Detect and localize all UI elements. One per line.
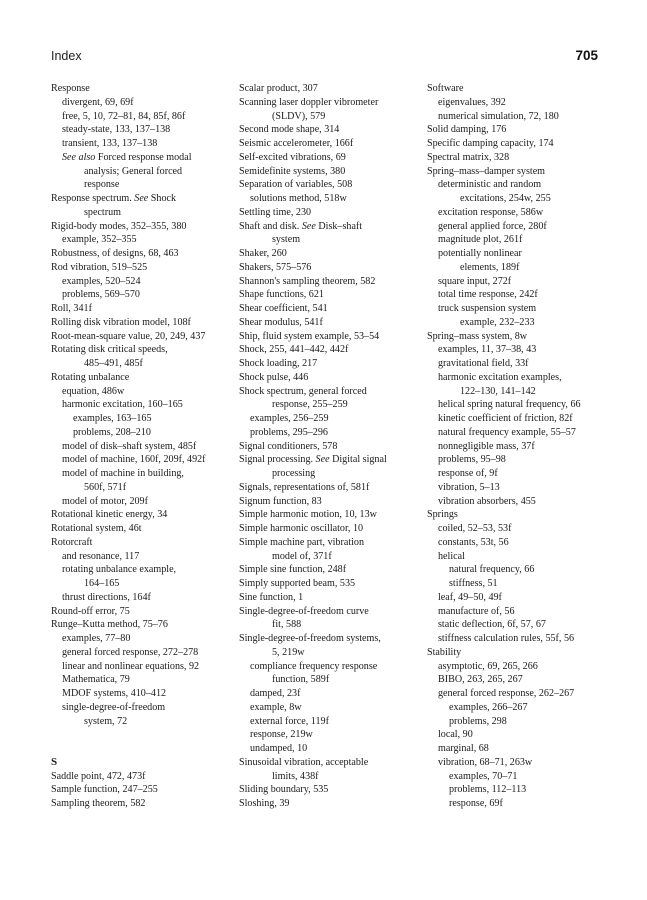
index-subentry: example, 352–355	[62, 234, 137, 246]
index-subentry: divergent, 69, 69f	[62, 96, 134, 108]
index-subentry: and resonance, 117	[62, 550, 140, 562]
index-entry: Specific damping capacity, 174	[427, 138, 554, 149]
index-entry: Shear modulus, 541f	[239, 316, 323, 328]
index-subentry: gravitational field, 33f	[438, 358, 529, 369]
section-letter: S	[51, 755, 58, 768]
index-subentry: damped, 23f	[250, 688, 301, 699]
index-subentry: asymptotic, 69, 265, 266	[438, 660, 538, 672]
index-subentry: 164–165	[84, 578, 120, 589]
index-subentry: external force, 119f	[250, 715, 329, 727]
index-entry: Sliding boundary, 535	[239, 784, 329, 796]
index-entry: Shakers, 575–576	[239, 261, 312, 273]
index-subentry: model of motor, 209f	[62, 495, 148, 507]
index-subentry: problems, 112–113	[449, 784, 527, 796]
index-entry: Sine function, 1	[239, 591, 304, 603]
index-subentry: fit, 588	[272, 619, 302, 631]
index-subentry: general forced response, 262–267	[438, 688, 575, 699]
index-entry: Shape functions, 621	[239, 289, 324, 301]
index-subentry: single-degree-of-freedom	[62, 701, 166, 713]
index-subentry: potentially nonlinear	[438, 248, 522, 259]
index-subentry: leaf, 49–50, 49f	[438, 591, 502, 603]
index-entry: Roll, 341f	[51, 303, 92, 314]
index-subentry: steady-state, 133, 137–138	[62, 124, 171, 136]
index-subentry: truck suspension system	[438, 303, 537, 314]
section-gap	[51, 728, 231, 756]
index-subentry: solutions method, 518w	[250, 193, 347, 204]
index-entry: Seismic accelerometer, 166f	[239, 138, 354, 149]
index-subentry: (SLDV), 579	[272, 110, 326, 122]
index-subentry: response	[84, 179, 120, 191]
index-entry: Shear coefficient, 541	[239, 303, 328, 314]
index-entry: Shock loading, 217	[239, 358, 318, 369]
index-subentry: response, 219w	[250, 729, 313, 741]
index-entry: Rigid-body modes, 352–355, 380	[51, 220, 187, 232]
index-entry: Simple harmonic motion, 10, 13w	[239, 509, 377, 521]
index-subentry: function, 589f	[272, 674, 330, 686]
index-subentry: examples, 11, 37–38, 43	[438, 344, 537, 356]
index-subentry: stiffness calculation rules, 55f, 56	[438, 633, 575, 644]
index-subentry: natural frequency example, 55–57	[438, 426, 576, 438]
index-subentry: examples, 77–80	[62, 633, 131, 644]
index-entry: Signal conditioners, 578	[239, 440, 338, 452]
index-column-3	[427, 82, 612, 811]
index-subentry: natural frequency, 66	[449, 564, 535, 576]
index-subentry: problems, 298	[449, 715, 507, 727]
index-entry: Robustness, of designs, 68, 463	[51, 248, 179, 259]
index-subentry: limits, 438f	[272, 770, 319, 782]
index-subentry: analysis; General forced	[84, 165, 183, 177]
index-subentry: BIBO, 263, 265, 267	[438, 674, 523, 686]
index-subentry: eigenvalues, 392	[438, 96, 506, 108]
index-subentry: examples, 70–71	[449, 770, 518, 782]
index-subentry: 560f, 571f	[84, 481, 127, 493]
index-entry: Rolling disk vibration model, 108f	[51, 316, 191, 328]
index-entry: Simple harmonic oscillator, 10	[239, 523, 364, 534]
index-entry: Springs	[427, 509, 458, 521]
index-subentry: vibration, 68–71, 263w	[438, 756, 533, 768]
index-entry: Saddle point, 472, 473f	[51, 770, 146, 782]
index-subentry: example, 232–233	[460, 316, 535, 328]
index-subentry: system	[272, 234, 301, 246]
index-subentry: examples, 266–267	[449, 701, 528, 713]
index-entry: Ship, fluid system example, 53–54	[239, 330, 380, 342]
index-subentry: model of machine in building,	[62, 468, 184, 479]
index-entry: Separation of variables, 508	[239, 179, 353, 191]
index-subentry: problems, 208–210	[73, 426, 151, 438]
index-entry: Shock spectrum, general forced	[239, 385, 367, 397]
index-subentry: numerical simulation, 72, 180	[438, 110, 559, 122]
index-entry: Simply supported beam, 535	[239, 578, 356, 589]
index-subentry: vibration, 5–13	[438, 481, 500, 493]
index-entry: Scalar product, 307	[239, 83, 318, 94]
index-subentry: excitation response, 586w	[438, 206, 544, 218]
index-entry: Software	[427, 83, 464, 94]
index-subentry: equation, 486w	[62, 385, 125, 397]
index-entry: Scanning laser doppler vibrometer	[239, 96, 379, 108]
index-entry: Signum function, 83	[239, 495, 322, 507]
index-subentry: nonnegligible mass, 37f	[438, 440, 535, 452]
index-entry: Shaft and disk. See Disk–shaft	[239, 220, 363, 232]
index-entry: Single-degree-of-freedom curve	[239, 605, 369, 617]
page-number: 705	[575, 48, 598, 63]
index-entry: Simple machine part, vibration	[239, 536, 365, 548]
index-entry: Runge–Kutta method, 75–76	[51, 619, 168, 631]
index-subentry: total time response, 242f	[438, 289, 538, 301]
index-entry: Rotational system, 46t	[51, 523, 142, 534]
index-entry: Rotorcraft	[51, 536, 93, 548]
index-subentry: model of machine, 160f, 209f, 492f	[62, 454, 206, 466]
index-subentry: spectrum	[84, 206, 121, 218]
index-subentry: model of, 371f	[272, 550, 332, 562]
index-subentry: local, 90	[438, 729, 473, 741]
index-subentry: problems, 295–296	[250, 426, 328, 438]
index-subentry: model of disk–shaft system, 485f	[62, 440, 197, 452]
index-subentry: MDOF systems, 410–412	[62, 688, 167, 699]
index-entry: Settling time, 230	[239, 206, 312, 218]
index-subentry: stiffness, 51	[449, 578, 498, 589]
index-entry: Rod vibration, 519–525	[51, 261, 148, 273]
index-subentry: compliance frequency response	[250, 660, 378, 672]
index-subentry: magnitude plot, 261f	[438, 234, 523, 246]
index-entry: Round-off error, 75	[51, 605, 130, 617]
index-subentry: general forced response, 272–278	[62, 646, 199, 658]
index-subentry: problems, 95–98	[438, 454, 506, 466]
index-subentry: 485–491, 485f	[84, 358, 143, 369]
index-subentry: free, 5, 10, 72–81, 84, 85f, 86f	[62, 110, 186, 122]
index-entry: Sinusoidal vibration, acceptable	[239, 756, 369, 768]
index-entry: Self-excited vibrations, 69	[239, 151, 346, 163]
page-header	[51, 49, 598, 67]
index-entry: Stability	[427, 646, 462, 658]
index-entry: Single-degree-of-freedom systems,	[239, 633, 381, 644]
index-entry: Sampling theorem, 582	[51, 798, 146, 809]
index-subentry: response, 69f	[449, 798, 503, 809]
index-entry: Spring–mass system, 8w	[427, 330, 528, 342]
index-subentry: thrust directions, 164f	[62, 591, 151, 603]
index-subentry: system, 72	[84, 715, 128, 727]
index-entry: Rotating disk critical speeds,	[51, 344, 168, 356]
index-entry: Response spectrum. See Shock	[51, 193, 177, 204]
index-entry: Rotational kinetic energy, 34	[51, 509, 168, 521]
index-subentry: harmonic excitation, 160–165	[62, 399, 183, 411]
index-subentry: 122–130, 141–142	[460, 385, 536, 397]
index-entry: Second mode shape, 314	[239, 124, 340, 136]
index-subentry: square input, 272f	[438, 275, 512, 287]
index-subentry: excitations, 254w, 255	[460, 193, 551, 204]
index-subentry: helical spring natural frequency, 66	[438, 399, 581, 411]
index-subentry: example, 8w	[250, 701, 302, 713]
index-entry: Spectral matrix, 328	[427, 151, 510, 163]
index-entry: Semidefinite systems, 380	[239, 165, 346, 177]
index-column-1	[51, 82, 231, 811]
index-subentry: helical	[438, 550, 465, 562]
index-subentry: elements, 189f	[460, 261, 520, 273]
index-subentry: manufacture of, 56	[438, 605, 515, 617]
index-subentry: static deflection, 6f, 57, 67	[438, 619, 546, 631]
index-entry: Spring–mass–damper system	[427, 165, 546, 177]
index-subentry: examples, 163–165	[73, 413, 152, 424]
index-subentry: constants, 53t, 56	[438, 536, 509, 548]
index-subentry: transient, 133, 137–138	[62, 138, 158, 149]
index-entry: Rotating unbalance	[51, 371, 130, 383]
index-subentry: linear and nonlinear equations, 92	[62, 660, 200, 672]
index-entry: Sample function, 247–255	[51, 784, 158, 796]
index-entry: Root-mean-square value, 20, 249, 437	[51, 330, 206, 342]
index-subentry: examples, 256–259	[250, 413, 329, 424]
index-entry: Shock, 255, 441–442, 442f	[239, 344, 349, 356]
index-subentry: rotating unbalance example,	[62, 564, 177, 576]
index-subentry: See also Forced response modal	[62, 151, 192, 163]
index-subentry: marginal, 68	[438, 743, 489, 754]
index-subentry: response of, 9f	[438, 468, 498, 479]
index-subentry: processing	[272, 468, 316, 479]
index-subentry: problems, 569–570	[62, 289, 140, 301]
index-column-2	[239, 82, 421, 811]
index-entry: Shock pulse, 446	[239, 371, 309, 383]
index-entry: Response	[51, 83, 90, 94]
index-entry: Simple sine function, 248f	[239, 564, 347, 576]
index-entry: Solid damping, 176	[427, 124, 507, 136]
index-subentry: undamped, 10	[250, 743, 308, 754]
index-entry: Signal processing. See Digital signal	[239, 454, 387, 466]
index-entry: Shannon's sampling theorem, 582	[239, 275, 376, 287]
running-head: Index	[51, 49, 82, 63]
index-entry: Shaker, 260	[239, 248, 287, 259]
index-subentry: coiled, 52–53, 53f	[438, 523, 512, 534]
index-subentry: kinetic coefficient of friction, 82f	[438, 413, 573, 424]
index-subentry: Mathematica, 79	[62, 674, 130, 686]
index-subentry: response, 255–259	[272, 399, 348, 411]
index-entry: Signals, representations of, 581f	[239, 481, 370, 493]
index-subentry: harmonic excitation examples,	[438, 371, 562, 383]
index-subentry: 5, 219w	[272, 646, 305, 658]
index-entry: Sloshing, 39	[239, 798, 290, 809]
index-subentry: examples, 520–524	[62, 275, 141, 287]
index-subentry: deterministic and random	[438, 179, 542, 191]
index-subentry: general applied force, 280f	[438, 220, 547, 232]
index-subentry: vibration absorbers, 455	[438, 495, 536, 507]
